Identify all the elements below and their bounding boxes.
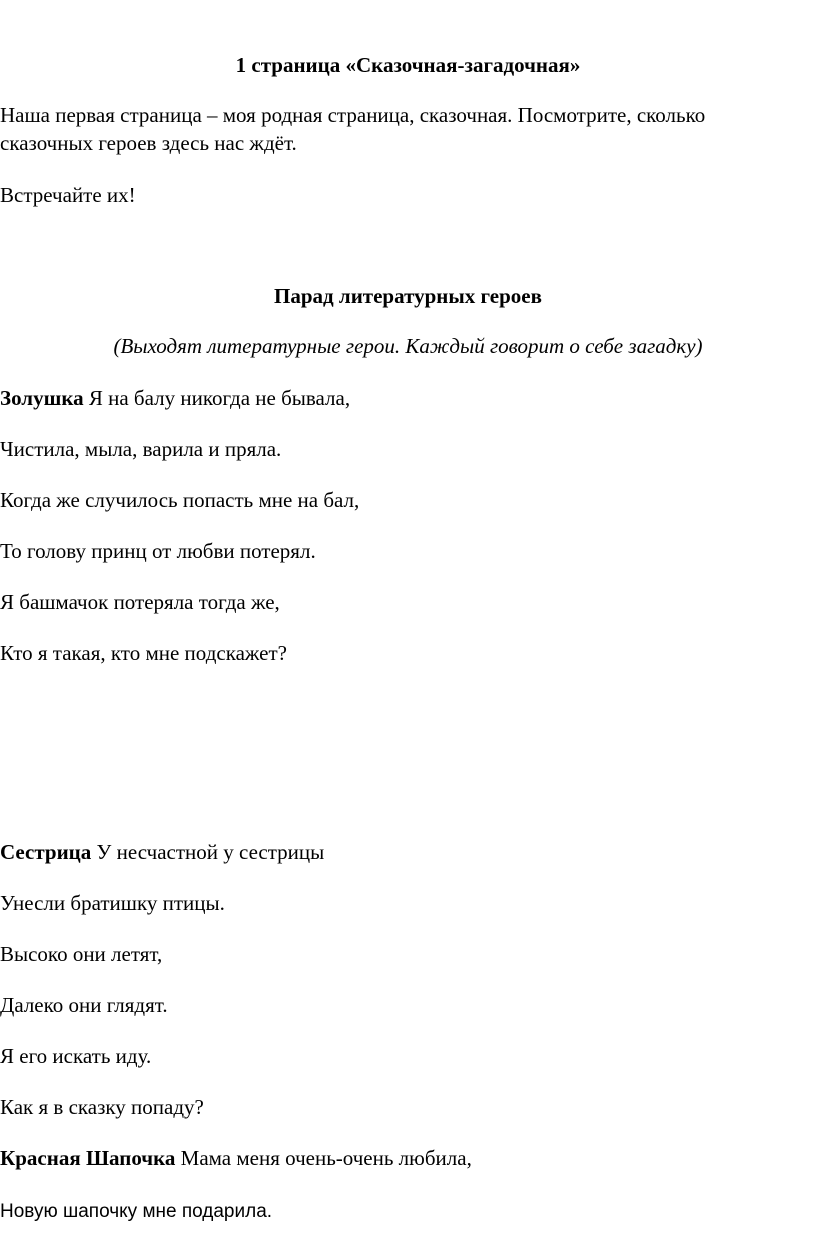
speaker-name: Сестрица	[0, 840, 92, 864]
stage-direction: (Выходят литературные герои. Каждый говорит о себе загадку)	[113, 334, 703, 358]
riddle-line: Когда же случилось попасть мне на бал,	[0, 488, 360, 512]
greeting-text: Встречайте их!	[0, 183, 136, 207]
riddle-text: Мама меня очень-очень любила,	[180, 1146, 472, 1170]
riddle-line: Чистила, мыла, варила и пряла.	[0, 437, 282, 461]
riddle-line	[0, 1143, 472, 1173]
section-title: Парад литературных героев	[274, 284, 542, 308]
riddle-line: Я его искать иду.	[0, 1044, 152, 1068]
riddle-line	[0, 837, 324, 867]
riddle-line: Кто я такая, кто мне подскажет?	[0, 641, 287, 665]
intro-line-1: Наша первая страница – моя родная страница, сказочная. Посмотрите, сколько	[0, 103, 706, 127]
riddle-line: То голову принц от любви потерял.	[0, 539, 316, 563]
page-title: 1 страница «Сказочная-загадочная»	[235, 53, 581, 77]
riddle-line: Далеко они глядят.	[0, 993, 168, 1017]
riddle-line	[0, 383, 350, 413]
riddle-line: Высоко они летят,	[0, 942, 163, 966]
riddle-text: У несчастной у сестрицы	[96, 840, 325, 864]
intro-line-2: сказочных героев здесь нас ждёт.	[0, 131, 297, 155]
riddle-line: Унесли братишку птицы.	[0, 891, 225, 915]
riddle-line: Я башмачок потеряла тогда же,	[0, 590, 280, 614]
speaker-name: Золушка	[0, 386, 84, 410]
riddle-line: Новую шапочку мне подарила.	[0, 1201, 273, 1222]
riddle-line: Как я в сказку попаду?	[0, 1095, 204, 1119]
speaker-name: Красная Шапочка	[0, 1146, 176, 1170]
riddle-text: Я на балу никогда не бывала,	[88, 386, 351, 410]
